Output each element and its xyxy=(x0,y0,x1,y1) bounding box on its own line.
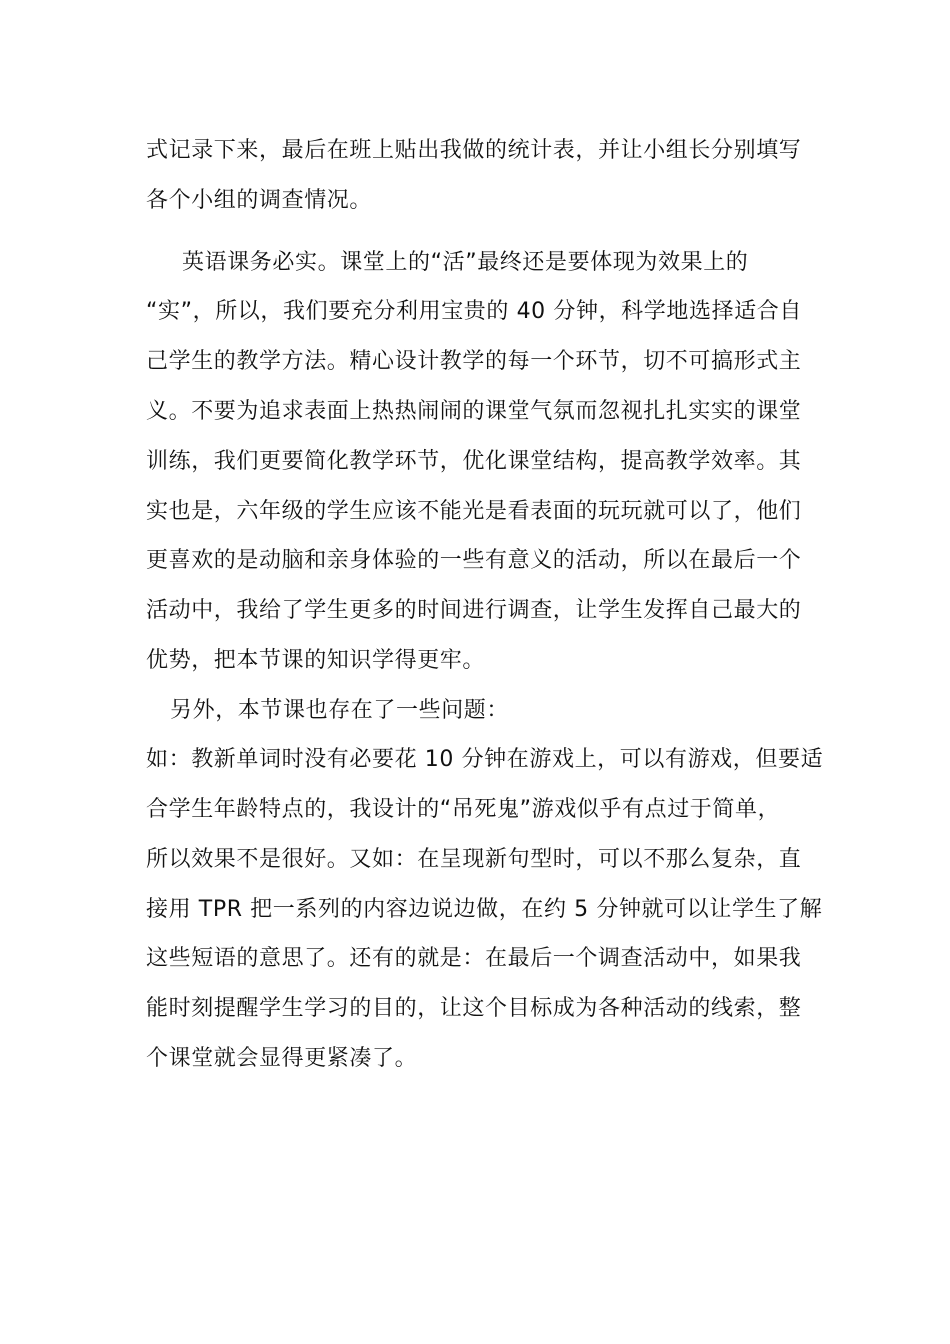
paragraph-line: 更喜欢的是动脑和亲身体验的一些有意义的活动，所以在最后一个 xyxy=(146,548,802,573)
paragraph-line: 训练，我们更要简化教学环节，优化课堂结构，提高教学效率。其 xyxy=(146,449,802,474)
paragraph-line: 式记录下来，最后在班上贴出我做的统计表，并让小组长分别填写 xyxy=(146,138,802,163)
paragraph-line: 实也是，六年级的学生应该不能光是看表面的玩玩就可以了，他们 xyxy=(146,499,802,524)
paragraph-line: 个课堂就会显得更紧凑了。 xyxy=(146,1046,418,1071)
paragraph-line: 这些短语的意思了。还有的就是：在最后一个调查活动中，如果我 xyxy=(146,946,802,971)
paragraph-line: 所以效果不是很好。又如：在呈现新句型时，可以不那么复杂，直 xyxy=(146,847,802,872)
paragraph-line: 义。不要为追求表面上热热闹闹的课堂气氛而忽视扎扎实实的课堂 xyxy=(146,399,802,424)
paragraph-line: 如：教新单词时没有必要花 10 分钟在游戏上，可以有游戏，但要适 xyxy=(146,747,824,772)
paragraph-line: 接用 TPR 把一系列的内容边说边做，在约 5 分钟就可以让学生了解 xyxy=(146,897,823,922)
paragraph-line: 各个小组的调查情况。 xyxy=(146,188,373,213)
paragraph-line: 合学生年龄特点的，我设计的“吊死鬼”游戏似乎有点过于简单， xyxy=(146,797,781,822)
paragraph-line: 活动中，我给了学生更多的时间进行调查，让学生发挥自己最大的 xyxy=(146,598,802,623)
paragraph-line: 己学生的教学方法。精心设计教学的每一个环节，切不可搞形式主 xyxy=(146,349,802,374)
paragraph-line: 英语课务必实。课堂上的“活”最终还是要体现为效果上的 xyxy=(182,250,749,275)
paragraph-line: 优势，把本节课的知识学得更牢。 xyxy=(146,648,486,673)
paragraph-line: 能时刻提醒学生学习的目的，让这个目标成为各种活动的线索，整 xyxy=(146,996,802,1021)
paragraph-line: “实”，所以，我们要充分利用宝贵的 40 分钟，科学地选择适合自 xyxy=(146,299,802,324)
paragraph-line: 另外，本节课也存在了一些问题： xyxy=(170,698,510,723)
